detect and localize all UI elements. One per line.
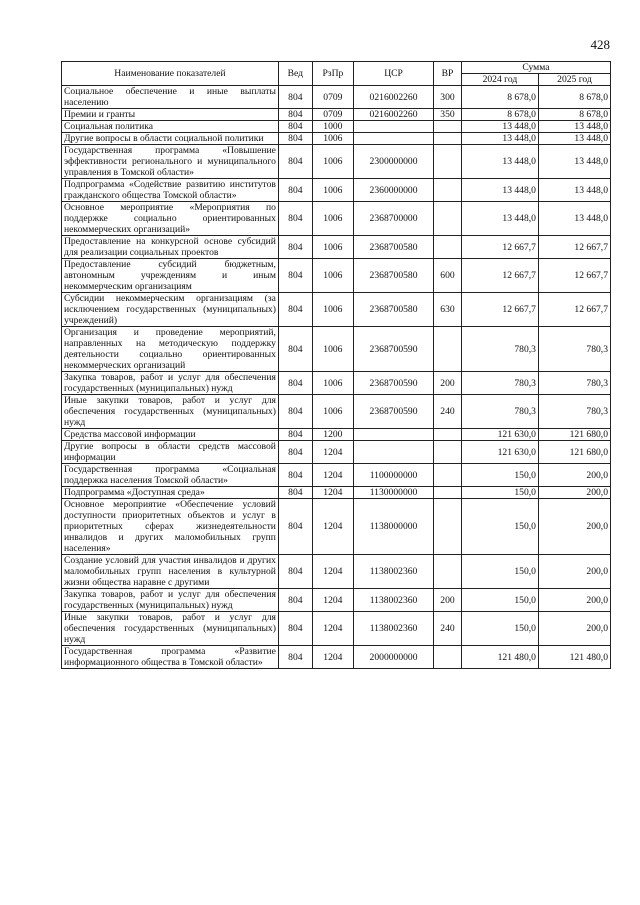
table-row [62, 555, 611, 589]
row-csr: 1138002360 [353, 589, 433, 612]
row-2024: 121 630,0 [461, 429, 538, 441]
page-number: 428 [590, 37, 610, 52]
table-row [62, 487, 611, 499]
row-ved: 804 [278, 646, 312, 669]
row-ved: 804 [278, 429, 312, 441]
row-name: Организация и проведение мероприятий, направленных на методическую поддержку деятельности социально ориентированных некоммерческих организаций [62, 327, 279, 372]
row-rzpr: 1006 [312, 236, 353, 259]
row-csr: 2360000000 [353, 179, 433, 202]
row-2025: 13 448,0 [538, 121, 610, 133]
row-2025: 12 667,7 [538, 259, 610, 293]
row-2024: 13 448,0 [461, 133, 538, 145]
row-vr [434, 327, 462, 372]
row-ved: 804 [278, 109, 312, 121]
row-csr: 2368700590 [353, 327, 433, 372]
row-vr: 630 [434, 293, 462, 327]
row-2025: 13 448,0 [538, 179, 610, 202]
row-name: Предоставление субсидий бюджетным, автономным учреждениям и иным некоммерческим организациям [62, 259, 279, 293]
row-rzpr: 1204 [312, 589, 353, 612]
row-ved: 804 [278, 145, 312, 179]
row-name: Иные закупки товаров, работ и услуг для обеспечения государственных (муниципальных) нужд [62, 395, 279, 429]
row-rzpr: 1200 [312, 429, 353, 441]
row-name: Иные закупки товаров, работ и услуг для обеспечения государственных (муниципальных) нужд [62, 612, 279, 646]
row-rzpr: 1204 [312, 499, 353, 555]
header-ved: Вед [278, 62, 312, 86]
row-2024: 13 448,0 [461, 121, 538, 133]
row-ved: 804 [278, 327, 312, 372]
row-ved: 804 [278, 259, 312, 293]
row-ved: 804 [278, 395, 312, 429]
row-name: Основное мероприятие «Мероприятия по поддержке социально ориентированных некоммерческих организаций» [62, 202, 279, 236]
row-csr: 1100000000 [353, 464, 433, 487]
row-csr [353, 133, 433, 145]
row-vr [434, 236, 462, 259]
row-2024: 12 667,7 [461, 236, 538, 259]
row-name: Средства массовой информации [62, 429, 279, 441]
row-2025: 121 480,0 [538, 646, 610, 669]
row-ved: 804 [278, 133, 312, 145]
row-csr: 1130000000 [353, 487, 433, 499]
row-ved: 804 [278, 441, 312, 464]
row-2024: 150,0 [461, 487, 538, 499]
row-2025: 121 680,0 [538, 429, 610, 441]
row-csr [353, 429, 433, 441]
table-row [62, 293, 611, 327]
row-name: Социальная политика [62, 121, 279, 133]
header-csr: ЦСР [353, 62, 433, 86]
header-2024: 2024 год [461, 74, 538, 86]
row-vr [434, 646, 462, 669]
row-csr: 2368700590 [353, 395, 433, 429]
row-vr: 200 [434, 589, 462, 612]
row-rzpr: 1006 [312, 179, 353, 202]
row-rzpr: 0709 [312, 86, 353, 109]
table-row [62, 145, 611, 179]
row-csr: 2368700580 [353, 293, 433, 327]
table-row [62, 429, 611, 441]
row-2025: 12 667,7 [538, 236, 610, 259]
row-rzpr: 1204 [312, 487, 353, 499]
row-ved: 804 [278, 464, 312, 487]
row-2024: 13 448,0 [461, 202, 538, 236]
row-2024: 780,3 [461, 327, 538, 372]
row-vr [434, 121, 462, 133]
row-name: Подпрограмма «Доступная среда» [62, 487, 279, 499]
row-vr [434, 464, 462, 487]
row-2025: 200,0 [538, 555, 610, 589]
row-vr: 240 [434, 612, 462, 646]
row-ved: 804 [278, 499, 312, 555]
row-rzpr: 1006 [312, 145, 353, 179]
table-row [62, 395, 611, 429]
row-name: Государственная программа «Развитие информационного общества в Томской области» [62, 646, 279, 669]
row-name: Государственная программа «Социальная поддержка населения Томской области» [62, 464, 279, 487]
row-ved: 804 [278, 236, 312, 259]
table-row [62, 499, 611, 555]
row-csr: 2300000000 [353, 145, 433, 179]
row-2025: 780,3 [538, 327, 610, 372]
row-name: Закупка товаров, работ и услуг для обеспечения государственных (муниципальных) нужд [62, 372, 279, 395]
table-row [62, 372, 611, 395]
table-row [62, 86, 611, 109]
row-vr [434, 133, 462, 145]
row-name: Подпрограмма «Содействие развитию институтов гражданского общества Томской области» [62, 179, 279, 202]
row-2025: 200,0 [538, 464, 610, 487]
row-rzpr: 1006 [312, 133, 353, 145]
row-name: Государственная программа «Повышение эффективности регионального и муниципального управления в Томской области» [62, 145, 279, 179]
row-rzpr: 1006 [312, 293, 353, 327]
row-ved: 804 [278, 487, 312, 499]
table-row [62, 327, 611, 372]
row-csr: 1138002360 [353, 555, 433, 589]
table-row [62, 259, 611, 293]
table-row [62, 133, 611, 145]
row-rzpr: 1006 [312, 395, 353, 429]
row-vr [434, 499, 462, 555]
row-csr: 0216002260 [353, 86, 433, 109]
row-rzpr: 1204 [312, 612, 353, 646]
header-vr: ВР [434, 62, 462, 86]
row-2025: 780,3 [538, 395, 610, 429]
row-csr: 1138000000 [353, 499, 433, 555]
row-2024: 780,3 [461, 372, 538, 395]
table-row [62, 202, 611, 236]
row-2024: 150,0 [461, 589, 538, 612]
row-name: Предоставление на конкурсной основе субсидий для реализации социальных проектов [62, 236, 279, 259]
row-vr: 240 [434, 395, 462, 429]
row-2025: 200,0 [538, 499, 610, 555]
row-2025: 200,0 [538, 612, 610, 646]
row-name: Основное мероприятие «Обеспечение условий доступности приоритетных объектов и услуг в приоритетных сферах жизнедеятельности инвалидов и других маломобильных групп населения» [62, 499, 279, 555]
row-2025: 8 678,0 [538, 109, 610, 121]
row-2024: 150,0 [461, 555, 538, 589]
row-vr [434, 487, 462, 499]
row-csr: 2368700000 [353, 202, 433, 236]
row-2024: 8 678,0 [461, 86, 538, 109]
row-2025: 200,0 [538, 589, 610, 612]
row-csr: 2368700590 [353, 372, 433, 395]
row-2025: 121 680,0 [538, 441, 610, 464]
row-vr [434, 429, 462, 441]
row-csr: 0216002260 [353, 109, 433, 121]
row-vr [434, 555, 462, 589]
row-name: Закупка товаров, работ и услуг для обеспечения государственных (муниципальных) нужд [62, 589, 279, 612]
row-rzpr: 1204 [312, 646, 353, 669]
row-vr: 600 [434, 259, 462, 293]
row-vr [434, 441, 462, 464]
row-csr: 1138002360 [353, 612, 433, 646]
row-ved: 804 [278, 293, 312, 327]
row-csr: 2368700580 [353, 236, 433, 259]
row-rzpr: 0709 [312, 109, 353, 121]
row-name: Другие вопросы в области социальной политики [62, 133, 279, 145]
row-vr: 300 [434, 86, 462, 109]
row-2024: 13 448,0 [461, 179, 538, 202]
table-row [62, 179, 611, 202]
header-2025: 2025 год [538, 74, 610, 86]
row-rzpr: 1204 [312, 555, 353, 589]
row-2025: 13 448,0 [538, 133, 610, 145]
table-row [62, 121, 611, 133]
row-csr [353, 121, 433, 133]
row-vr [434, 145, 462, 179]
row-csr [353, 441, 433, 464]
row-name: Премии и гранты [62, 109, 279, 121]
row-rzpr: 1006 [312, 372, 353, 395]
row-vr [434, 179, 462, 202]
row-rzpr: 1006 [312, 202, 353, 236]
row-2025: 13 448,0 [538, 145, 610, 179]
row-csr: 2000000000 [353, 646, 433, 669]
table-row [62, 612, 611, 646]
row-vr: 200 [434, 372, 462, 395]
table-row [62, 464, 611, 487]
row-2025: 8 678,0 [538, 86, 610, 109]
table-row [62, 236, 611, 259]
row-2024: 8 678,0 [461, 109, 538, 121]
row-2024: 12 667,7 [461, 259, 538, 293]
row-rzpr: 1006 [312, 259, 353, 293]
row-rzpr: 1204 [312, 464, 353, 487]
row-ved: 804 [278, 202, 312, 236]
row-name: Создание условий для участия инвалидов и других маломобильных групп населения в культурной жизни общества наравне с другими [62, 555, 279, 589]
row-vr [434, 202, 462, 236]
row-ved: 804 [278, 179, 312, 202]
row-2024: 150,0 [461, 499, 538, 555]
row-2024: 13 448,0 [461, 145, 538, 179]
row-2025: 13 448,0 [538, 202, 610, 236]
header-name: Наименование показателей [62, 62, 279, 86]
row-2024: 121 630,0 [461, 441, 538, 464]
row-rzpr: 1000 [312, 121, 353, 133]
header-sum: Сумма [461, 62, 610, 74]
table-row [62, 589, 611, 612]
table-row [62, 646, 611, 669]
row-name: Другие вопросы в области средств массовой информации [62, 441, 279, 464]
table-row [62, 441, 611, 464]
row-2025: 780,3 [538, 372, 610, 395]
row-2024: 150,0 [461, 464, 538, 487]
row-rzpr: 1006 [312, 327, 353, 372]
row-2024: 121 480,0 [461, 646, 538, 669]
row-name: Субсидии некоммерческим организациям (за исключением государственных (муниципальных) учреждений) [62, 293, 279, 327]
row-ved: 804 [278, 612, 312, 646]
row-2024: 12 667,7 [461, 293, 538, 327]
budget-table [61, 61, 611, 669]
row-ved: 804 [278, 86, 312, 109]
row-ved: 804 [278, 372, 312, 395]
row-2025: 200,0 [538, 487, 610, 499]
row-2024: 780,3 [461, 395, 538, 429]
row-2024: 150,0 [461, 612, 538, 646]
row-ved: 804 [278, 589, 312, 612]
row-ved: 804 [278, 555, 312, 589]
row-csr: 2368700580 [353, 259, 433, 293]
row-name: Социальное обеспечение и иные выплаты населению [62, 86, 279, 109]
table-row [62, 109, 611, 121]
row-rzpr: 1204 [312, 441, 353, 464]
row-ved: 804 [278, 121, 312, 133]
table-body [62, 86, 611, 669]
row-vr: 350 [434, 109, 462, 121]
header-rzpr: РзПр [312, 62, 353, 86]
row-2025: 12 667,7 [538, 293, 610, 327]
